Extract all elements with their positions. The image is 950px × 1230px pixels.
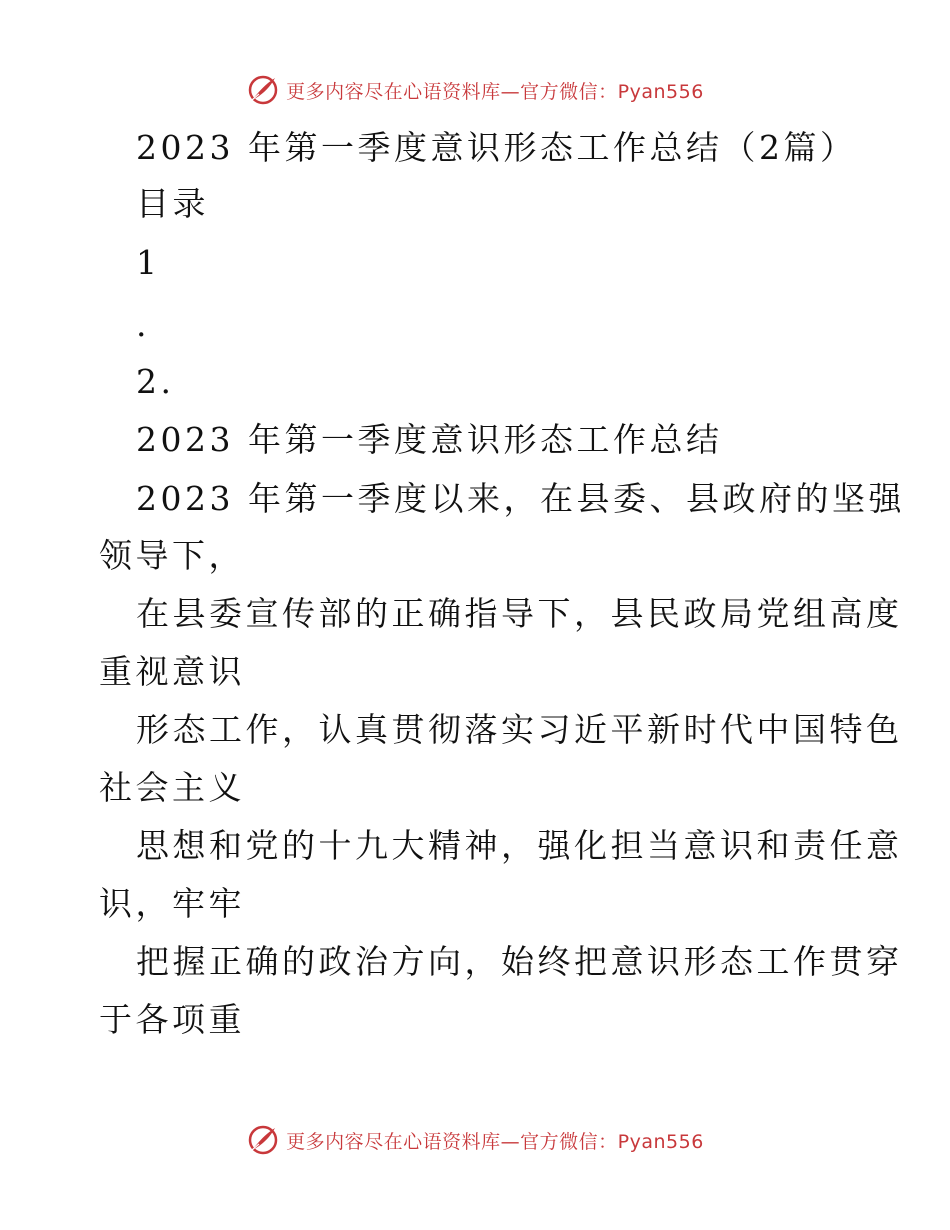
paragraph-line: 思想和党的十九大精神，强化担当意识和责任意 <box>136 826 903 865</box>
paragraph-line: 社会主义 <box>99 768 245 807</box>
paragraph-line: 形态工作，认真贯彻落实习近平新时代中国特色 <box>136 710 903 749</box>
paragraph-line: 2023 年第一季度以来，在县委、县政府的坚强 <box>136 479 905 518</box>
feather-pen-logo-icon <box>246 73 280 107</box>
toc-item: 2. <box>136 362 175 401</box>
section-heading: 2023 年第一季度意识形态工作总结 <box>136 420 723 459</box>
watermark-text: 更多内容尽在心语资料库—官方微信：Pyan556 <box>286 80 704 103</box>
document-title: 2023 年第一季度意识形态工作总结（2篇） <box>136 128 857 167</box>
watermark-text: 更多内容尽在心语资料库—官方微信：Pyan556 <box>286 1130 704 1153</box>
toc-heading: 目录 <box>136 184 209 223</box>
paragraph-line: 在县委宣传部的正确指导下，县民政局党组高度 <box>136 594 903 633</box>
paragraph-line: 领导下， <box>99 536 245 575</box>
paragraph-line: 识，牢牢 <box>99 884 245 923</box>
paragraph-line: 于各项重 <box>99 1000 245 1039</box>
toc-item: . <box>136 305 150 344</box>
paragraph-line: 把握正确的政治方向，始终把意识形态工作贯穿 <box>136 942 903 981</box>
header-watermark <box>0 70 950 110</box>
paragraph-line: 重视意识 <box>99 652 245 691</box>
footer-watermark <box>0 1120 950 1160</box>
toc-item: 1 <box>136 243 161 282</box>
feather-pen-logo-icon <box>246 1123 280 1157</box>
